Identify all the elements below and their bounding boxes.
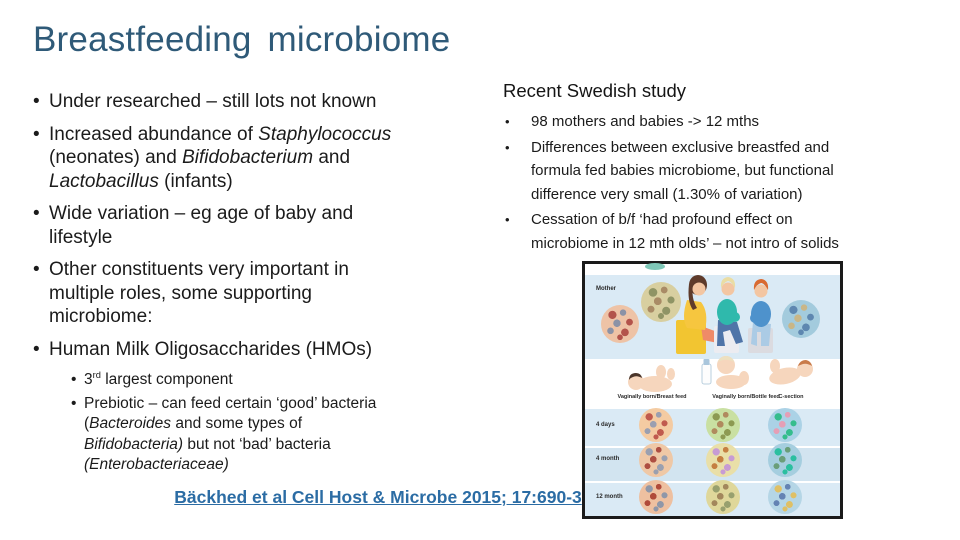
microbiome-circle-4days-csection bbox=[768, 408, 802, 442]
microbiome-circle-mother-right bbox=[782, 300, 820, 338]
baby-breastfed-illustration bbox=[625, 362, 681, 396]
right-bullet-list bbox=[503, 110, 938, 255]
study-figure bbox=[582, 261, 843, 519]
baby-csection-illustration bbox=[761, 356, 817, 392]
mother-teal-top bbox=[714, 277, 743, 353]
figure-column-label-bottlefed: Vaginally born/Bottle feed bbox=[712, 394, 780, 400]
pregnant-mothers-illustration bbox=[673, 268, 779, 360]
bullet-item: • Under researched – still lots not known bbox=[33, 90, 478, 114]
citation-link[interactable]: Bäckhed et al Cell Host & Microbe 2015; 17:690-3 bbox=[174, 487, 582, 507]
bullet-item: • Wide variation – eg age of baby and lifestyle bbox=[33, 202, 478, 249]
bullet-item: • Increased abundance of Staphylococcus (neonates) and Bifidobacterium and Lactobacillus (infants) bbox=[33, 123, 478, 194]
bullet-item: • Other constituents very important in multiple roles, some supporting microbiome: bbox=[33, 258, 478, 329]
figure-column-label-csection: C-section bbox=[778, 394, 804, 400]
bullet-item: • Cessation of b/f ‘had profound effect on microbiome in 12 mth olds’ – not intro of solids bbox=[503, 208, 938, 255]
left-bullet-list bbox=[33, 90, 478, 479]
right-panel bbox=[503, 80, 938, 257]
microbiome-circle-4days-breastfed bbox=[639, 408, 673, 442]
figure-column-label-breastfed: Vaginally born/Breast feed bbox=[617, 394, 687, 400]
figure-row-label-4days: 4 days bbox=[596, 422, 615, 428]
figure-row-label-4month: 4 month bbox=[596, 456, 620, 462]
bullet-item: • Human Milk Oligosaccharides (HMOs) bbox=[33, 338, 478, 362]
microbiome-circle-mother-left bbox=[601, 305, 639, 343]
mother-blue-top bbox=[748, 279, 773, 353]
bullet-item: • 3rd largest component bbox=[71, 370, 478, 391]
microbiome-circle-12month-csection bbox=[768, 480, 802, 514]
bullet-item: • 98 mothers and babies -> 12 mths bbox=[503, 110, 938, 134]
baby-bottlefed-illustration bbox=[699, 352, 751, 392]
bullet-item: • Prebiotic – can feed certain ‘good’ bacteria (Bacteroides and some types of Bifidobacteria) but not ‘bad’ bacteria (Enterobacteriaceae) bbox=[71, 394, 478, 476]
bullet-item: • Differences between exclusive breastfed and formula fed babies microbiome, but functional difference very small (1.30% of variation) bbox=[503, 136, 938, 207]
microbiome-circle-4month-csection bbox=[768, 443, 802, 477]
microbiome-circle-4days-bottlefed bbox=[706, 408, 740, 442]
right-panel-title: Recent Swedish study bbox=[503, 80, 687, 101]
microbiome-circle-4month-bottlefed bbox=[706, 443, 740, 477]
figure-row-label-mother: Mother bbox=[596, 286, 616, 292]
slide-title: Breastfeeding microbiome bbox=[33, 20, 451, 59]
figure-row-label-12month: 12 month bbox=[596, 494, 623, 500]
microbiome-circle-4month-breastfed bbox=[639, 443, 673, 477]
decorative-microbe-blob bbox=[645, 263, 665, 270]
